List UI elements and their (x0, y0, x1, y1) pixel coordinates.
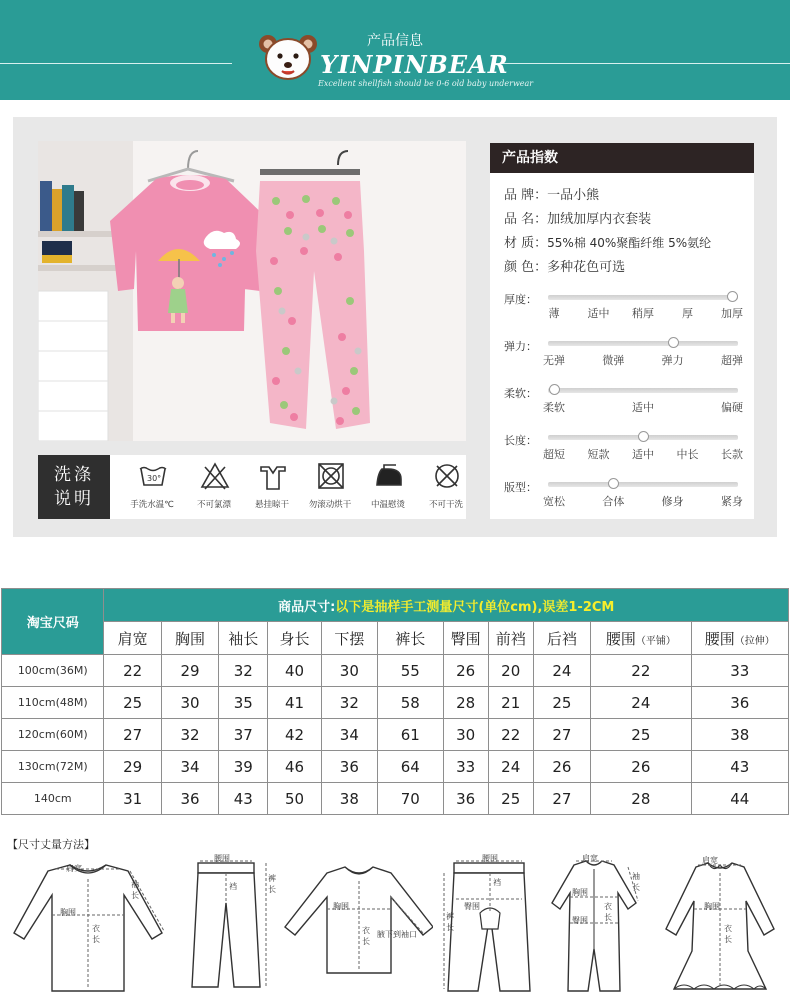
scale-knob-thickness (727, 291, 738, 302)
table-cell: 36 (321, 751, 377, 783)
care-item (124, 455, 180, 519)
size-column-header (321, 622, 377, 655)
care-item (418, 455, 474, 519)
column-header-label: 腰围 (605, 629, 636, 648)
raglan-top-sketch (283, 853, 433, 998)
care-label-line1: 洗涤 (54, 465, 94, 485)
table-cell: 26 (533, 751, 590, 783)
spec-product-name (504, 208, 651, 227)
column-header-label: 下摆 (334, 629, 365, 648)
label-cuff-note: 腋下到袖口 (377, 930, 417, 939)
scale-track-softness (548, 388, 738, 393)
size-table-title-note: 以下是抽样手工测量尺寸(单位cm),误差1-2CM (335, 599, 615, 615)
table-cell: 32 (161, 719, 218, 751)
column-header-label: 肩宽 (117, 629, 148, 648)
dress-sketch (658, 853, 783, 998)
care-caption-iron: 中温慰烫 (370, 500, 405, 510)
table-cell: 39 (219, 751, 268, 783)
measure-method-title: 【尺寸丈量方法】 (7, 838, 95, 851)
table-cell: 33 (691, 655, 788, 687)
table-cell: 44 (691, 783, 788, 815)
label-raglan-chest: 胸围 (333, 902, 349, 911)
no-dry-clean-icon (432, 461, 462, 491)
scale-label-elasticity: 弹力： (504, 340, 537, 353)
diagram-long-pants (438, 853, 538, 998)
table-row (2, 751, 789, 783)
care-caption-hang-dry: 悬挂晾干 (254, 500, 289, 510)
column-header-label: 后裆 (546, 629, 577, 648)
label-length: 衣长 (92, 924, 100, 944)
brand-wordmark: YINPINBEAR (320, 50, 509, 79)
table-cell: 27 (104, 719, 161, 751)
long-sleeve-top-sketch (8, 853, 168, 998)
scale-track-elasticity (548, 341, 738, 346)
spec-heading: 产品指数 (490, 143, 754, 173)
spec-brand-label: 品 牌： (504, 188, 548, 203)
size-label: 140cm (2, 783, 104, 815)
banner-title: 产品信息 (367, 33, 423, 49)
care-caption-no-tumble-dry: 勿滚动烘干 (308, 500, 352, 510)
table-cell: 43 (219, 783, 268, 815)
column-header-label: 臀围 (450, 629, 481, 648)
size-table-corner: 淘宝尺码 (2, 589, 104, 655)
label-romper-sleeve: 袖长 (632, 872, 640, 892)
scale-stop: 超短 (543, 448, 565, 461)
table-cell: 25 (591, 719, 691, 751)
label-long-pants-crotch: 裆 (493, 878, 501, 887)
table-cell: 31 (104, 783, 161, 815)
spec-name-value: 加绒加厚内衣套装 (547, 212, 652, 227)
scale-stop: 修身 (661, 495, 684, 508)
label-romper-shoulder: 肩宽 (582, 854, 598, 863)
spec-brand-value: 一品小熊 (547, 188, 600, 203)
table-cell: 28 (443, 687, 488, 719)
label-dress-chest: 胸围 (704, 902, 720, 911)
label-romper-hip: 臀围 (572, 916, 588, 925)
measure-diagrams (8, 853, 783, 1003)
care-caption-no-bleach: 不可氯漂 (196, 500, 231, 510)
table-cell: 34 (161, 751, 218, 783)
table-cell: 50 (268, 783, 321, 815)
size-table (1, 588, 789, 815)
scale-label-softness: 柔软： (504, 387, 537, 400)
label-raglan-length: 衣长 (362, 926, 370, 946)
label-sleeve: 袖长 (131, 880, 139, 900)
table-cell: 28 (591, 783, 691, 815)
table-cell: 43 (691, 751, 788, 783)
table-cell: 30 (321, 655, 377, 687)
spec-color (504, 256, 625, 275)
spec-material (504, 232, 711, 251)
size-column-header (443, 622, 488, 655)
care-instructions (38, 455, 466, 519)
column-header-label: 身长 (279, 629, 310, 648)
scale-stop: 厚 (682, 307, 693, 320)
spec-name-label: 品 名： (504, 212, 548, 227)
table-cell: 70 (378, 783, 444, 815)
column-header-note: （平铺） (635, 635, 676, 647)
table-cell: 38 (691, 719, 788, 751)
hand-wash-icon (138, 461, 168, 491)
table-cell: 64 (378, 751, 444, 783)
table-cell: 61 (378, 719, 444, 751)
care-item (244, 455, 300, 519)
scale-label-thickness: 厚度： (504, 293, 537, 306)
product-spec-card (490, 143, 754, 519)
size-label: 120cm(60M) (2, 719, 104, 751)
table-cell: 22 (104, 655, 161, 687)
diagram-raglan-top (283, 853, 433, 998)
care-caption-no-dry-clean: 不可干洗 (428, 500, 463, 510)
scale-track-fit (548, 482, 738, 487)
spec-color-label: 颜 色： (504, 260, 548, 275)
size-column-header (591, 622, 691, 655)
scale-label-length: 长度： (504, 434, 537, 447)
diagram-pants (188, 853, 278, 998)
banner-divider-left (0, 63, 232, 64)
size-label: 100cm(36M) (2, 655, 104, 687)
table-cell: 41 (268, 687, 321, 719)
care-item (186, 455, 242, 519)
size-table-body (2, 655, 789, 815)
table-cell: 27 (533, 719, 590, 751)
table-cell: 32 (321, 687, 377, 719)
label-crotch: 裆 (229, 882, 237, 891)
table-row (2, 687, 789, 719)
romper-sketch (548, 853, 643, 998)
column-header-label: 袖长 (228, 629, 259, 648)
label-dress-length: 衣长 (724, 924, 732, 944)
no-tumble-dry-icon (316, 461, 346, 491)
table-cell: 37 (219, 719, 268, 751)
table-cell: 21 (488, 687, 533, 719)
scale-stop: 适中 (632, 401, 654, 414)
scale-stop: 适中 (632, 448, 654, 461)
table-cell: 25 (104, 687, 161, 719)
size-table-title-prefix: 商品尺寸: (278, 599, 336, 615)
scale-stop: 无弹 (543, 354, 565, 367)
hang-dry-icon (258, 461, 288, 491)
size-column-header (533, 622, 590, 655)
table-cell: 42 (268, 719, 321, 751)
table-cell: 40 (268, 655, 321, 687)
scale-stop: 超弹 (721, 354, 743, 367)
label-hip: 臀围 (464, 902, 480, 911)
product-panel (13, 117, 777, 537)
label-pant-length: 裤长 (268, 874, 276, 894)
spec-brand (504, 184, 599, 203)
scale-stop: 中长 (676, 448, 699, 461)
table-cell: 35 (219, 687, 268, 719)
scale-knob-fit (608, 478, 619, 489)
table-cell: 36 (161, 783, 218, 815)
care-label (38, 455, 110, 519)
table-cell: 32 (219, 655, 268, 687)
table-cell: 30 (443, 719, 488, 751)
size-column-header (691, 622, 788, 655)
scale-stop: 弹力 (661, 354, 684, 367)
column-header-label: 腰围 (704, 629, 735, 648)
table-cell: 29 (161, 655, 218, 687)
scale-stop: 加厚 (721, 307, 743, 320)
scale-knob-softness (549, 384, 560, 395)
scale-stop: 偏硬 (721, 401, 743, 414)
table-cell: 26 (591, 751, 691, 783)
hand-wash-temp: 30° (147, 474, 162, 483)
banner-divider-right (492, 63, 790, 64)
column-header-label: 前裆 (495, 629, 526, 648)
table-cell: 22 (488, 719, 533, 751)
care-caption-hand-wash: 手洗水温℃ (130, 500, 174, 510)
scale-track-length (548, 435, 738, 440)
label-long-pants-waist: 腰围 (482, 854, 498, 863)
scale-knob-length (638, 431, 649, 442)
size-column-header (161, 622, 218, 655)
size-label: 130cm(72M) (2, 751, 104, 783)
spec-material-label: 材 质： (504, 236, 548, 251)
size-column-header (268, 622, 321, 655)
scale-stop: 柔软 (543, 401, 565, 414)
size-column-header (219, 622, 268, 655)
header-banner (0, 0, 790, 100)
size-column-header (104, 622, 161, 655)
table-cell: 34 (321, 719, 377, 751)
diagram-dress (658, 853, 783, 998)
diagram-long-sleeve-top (8, 853, 168, 998)
table-cell: 25 (533, 687, 590, 719)
scale-stop: 宽松 (543, 495, 565, 508)
scale-stop: 薄 (548, 307, 560, 320)
care-item (302, 455, 358, 519)
product-photo (38, 141, 466, 441)
table-row (2, 719, 789, 751)
label-pants-waist: 腰围 (214, 854, 230, 863)
table-cell: 20 (488, 655, 533, 687)
column-header-label: 裤长 (395, 629, 426, 648)
table-row (2, 783, 789, 815)
table-cell: 26 (443, 655, 488, 687)
label-long-pant-length: 裤长 (446, 912, 454, 932)
table-row (2, 655, 789, 687)
label-romper-length: 衣长 (604, 902, 612, 922)
scale-track-thickness (548, 295, 738, 300)
care-label-line2: 说明 (54, 489, 94, 509)
column-header-note: （拉伸） (734, 635, 775, 647)
table-cell: 27 (533, 783, 590, 815)
diagram-romper (548, 853, 643, 998)
spec-material-value: 55%棉 40%聚酯纤维 5%氨纶 (547, 236, 712, 250)
size-column-header (378, 622, 444, 655)
size-table-header-row (2, 622, 789, 655)
size-label: 110cm(48M) (2, 687, 104, 719)
table-cell: 58 (378, 687, 444, 719)
product-photo-illustration (38, 141, 466, 441)
label-dress-shoulder: 肩宽 (702, 856, 718, 865)
table-cell: 29 (104, 751, 161, 783)
spec-color-value: 多种花色可选 (547, 260, 626, 275)
table-cell: 24 (488, 751, 533, 783)
scale-stop: 紧身 (721, 495, 743, 508)
scale-stop: 长款 (721, 448, 743, 461)
care-item (360, 455, 416, 519)
pants-sketch (188, 853, 278, 998)
table-cell: 30 (161, 687, 218, 719)
table-cell: 25 (488, 783, 533, 815)
table-cell: 36 (443, 783, 488, 815)
table-cell: 33 (443, 751, 488, 783)
table-cell: 22 (591, 655, 691, 687)
label-shoulder: 肩宽 (66, 864, 82, 873)
brand-tagline: Excellent shellfish should be 0-6 old baby underwear (318, 79, 534, 88)
table-cell: 24 (591, 687, 691, 719)
scale-stop: 短款 (587, 448, 610, 461)
table-cell: 46 (268, 751, 321, 783)
table-cell: 55 (378, 655, 444, 687)
bear-logo-icon (256, 32, 320, 84)
table-cell: 38 (321, 783, 377, 815)
size-table-title (104, 589, 789, 622)
size-column-header (488, 622, 533, 655)
scale-stop: 稍厚 (632, 307, 654, 320)
table-cell: 24 (533, 655, 590, 687)
scale-label-fit: 版型： (504, 481, 537, 494)
scale-stop: 适中 (587, 307, 610, 320)
no-bleach-icon (200, 461, 230, 491)
table-cell: 36 (691, 687, 788, 719)
scale-stop: 微弹 (602, 354, 625, 367)
column-header-label: 胸围 (175, 629, 206, 648)
label-chest: 胸围 (60, 908, 76, 917)
label-romper-chest: 胸围 (572, 888, 588, 897)
scale-stop: 合体 (602, 495, 625, 508)
iron-medium-icon (374, 461, 404, 491)
scale-knob-elasticity (668, 337, 679, 348)
